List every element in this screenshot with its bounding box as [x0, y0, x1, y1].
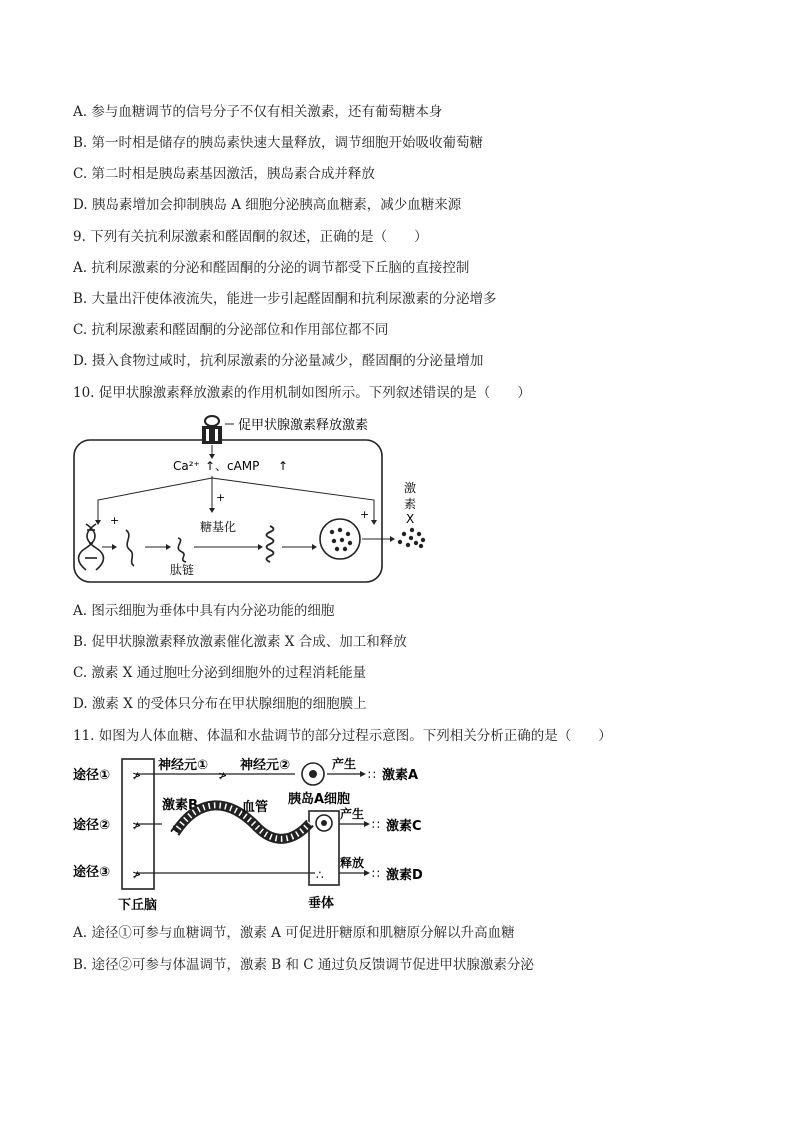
- camp-up-arrow-icon: ↑: [278, 459, 289, 473]
- q8-option-a: A. 参与血糖调节的信号分子不仅有相关激素，还有葡萄糖本身: [73, 104, 443, 120]
- hormone-a-dots: ∷: [368, 768, 376, 782]
- hormone-x-label-2: 素: [404, 497, 417, 511]
- hormone-x-label-1: 激: [404, 481, 417, 495]
- islet-a-cell-icon: [302, 763, 324, 785]
- hormone-x-dots: [398, 528, 425, 548]
- ca-label: Ca²⁺: [173, 459, 200, 473]
- hormone-a-label: 激素A: [382, 768, 419, 783]
- hormone-d-label: 激素D: [386, 868, 423, 883]
- q10-option-c: C. 激素 X 通过胞吐分泌到细胞外的过程消耗能量: [73, 665, 367, 681]
- q10-stem: 10. 促甲状腺激素释放激素的作用机制如图所示。下列叙述错误的是（ ）: [73, 385, 531, 401]
- plus-sign-left: +: [110, 514, 120, 527]
- dna-icon: [79, 524, 104, 570]
- hormone-c-label: 激素C: [386, 819, 422, 834]
- release-label: 释放: [340, 856, 365, 870]
- q9-stem: 9. 下列有关抗利尿激素和醛固酮的叙述，正确的是（ ）: [73, 229, 428, 245]
- peptide-icon: [178, 538, 186, 562]
- pituitary-label: 垂体: [308, 896, 335, 911]
- glycoprotein-icon: [267, 526, 274, 562]
- path-3-label: 途径③: [73, 865, 111, 880]
- synapse-icon-4: ≯: [132, 868, 142, 881]
- q11-figure: [70, 755, 450, 915]
- q11-stem: 11. 如图为人体血糖、体温和水盐调节的部分过程示意图。下列相关分析正确的是（ ）: [73, 728, 612, 744]
- q9-option-b: B. 大量出汗使体液流失，能进一步引起醛固酮和抗利尿激素的分泌增多: [73, 291, 497, 307]
- hormone-d-dots: ∷: [372, 867, 380, 881]
- hormone-c-dots: ∷: [372, 818, 380, 832]
- synapse-icon-3: ≯: [132, 819, 142, 832]
- produce-label-1: 产生: [332, 757, 357, 771]
- hormone-b-dots: ∴: [170, 822, 178, 836]
- synapse-icon-1: ≯: [132, 769, 142, 782]
- q10-option-a: A. 图示细胞为垂体中具有内分泌功能的细胞: [73, 603, 335, 619]
- vessel-label: 血管: [242, 800, 269, 815]
- q9-option-c: C. 抗利尿激素和醛固酮的分泌部位和作用部位都不同: [73, 322, 389, 338]
- glycosylation-label: 糖基化: [200, 520, 237, 534]
- produce-label-2: 产生: [340, 807, 365, 821]
- q11-option-b: B. 途径②可参与体温调节，激素 B 和 C 通过负反馈调节促进甲状腺激素分泌: [73, 957, 534, 973]
- q10-figure: [70, 412, 440, 587]
- vesicle-icon: [320, 519, 360, 559]
- q9-option-d: D. 摄入食物过咸时，抗利尿激素的分泌量减少，醛固酮的分泌量增加: [73, 353, 484, 369]
- peptide-label: 肽链: [170, 563, 195, 577]
- path-2-label: 途径②: [73, 818, 111, 833]
- plus-sign-right: +: [360, 508, 370, 521]
- q8-option-d: D. 胰岛素增加会抑制胰岛 A 细胞分泌胰高血糖素，减少血糖来源: [73, 197, 462, 213]
- receptor-label: 促甲状腺激素释放激素: [238, 418, 369, 433]
- q9-option-a: A. 抗利尿激素的分泌和醛固酮的分泌的调节都受下丘脑的直接控制: [73, 260, 470, 276]
- camp-label: 、cAMP: [215, 459, 260, 473]
- islet-a-cell-label: 胰岛A细胞: [288, 792, 351, 807]
- path-1-label: 途径①: [73, 768, 111, 783]
- mrna-icon: [126, 530, 134, 566]
- hypothalamus-label: 下丘脑: [118, 898, 158, 913]
- q10-option-d: D. 激素 X 的受体只分布在甲状腺细胞的细胞膜上: [73, 696, 367, 712]
- hormone-x-label-3: X: [406, 512, 415, 526]
- q8-option-c: C. 第二时相是胰岛素基因激活，胰岛素合成并释放: [73, 166, 375, 182]
- neuron-1-label: 神经元①: [158, 758, 209, 773]
- q10-option-b: B. 促甲状腺激素释放激素催化激素 X 合成、加工和释放: [73, 634, 407, 650]
- ca-up-arrow-icon: ↑: [205, 459, 216, 473]
- neuron-2-label: 神经元②: [240, 758, 291, 773]
- pituitary-dots: ∴: [316, 868, 324, 882]
- hormone-b-label: 激素B: [162, 798, 198, 813]
- synapse-icon-2: ≯: [218, 769, 228, 782]
- receptor-icon: [202, 416, 222, 444]
- plus-sign-middle: +: [216, 491, 226, 504]
- q8-option-b: B. 第一时相是储存的胰岛素快速大量释放，调节细胞开始吸收葡萄糖: [73, 135, 484, 151]
- q11-option-a: A. 途径①可参与血糖调节，激素 A 可促进肝糖原和肌糖原分解以升高血糖: [73, 925, 515, 941]
